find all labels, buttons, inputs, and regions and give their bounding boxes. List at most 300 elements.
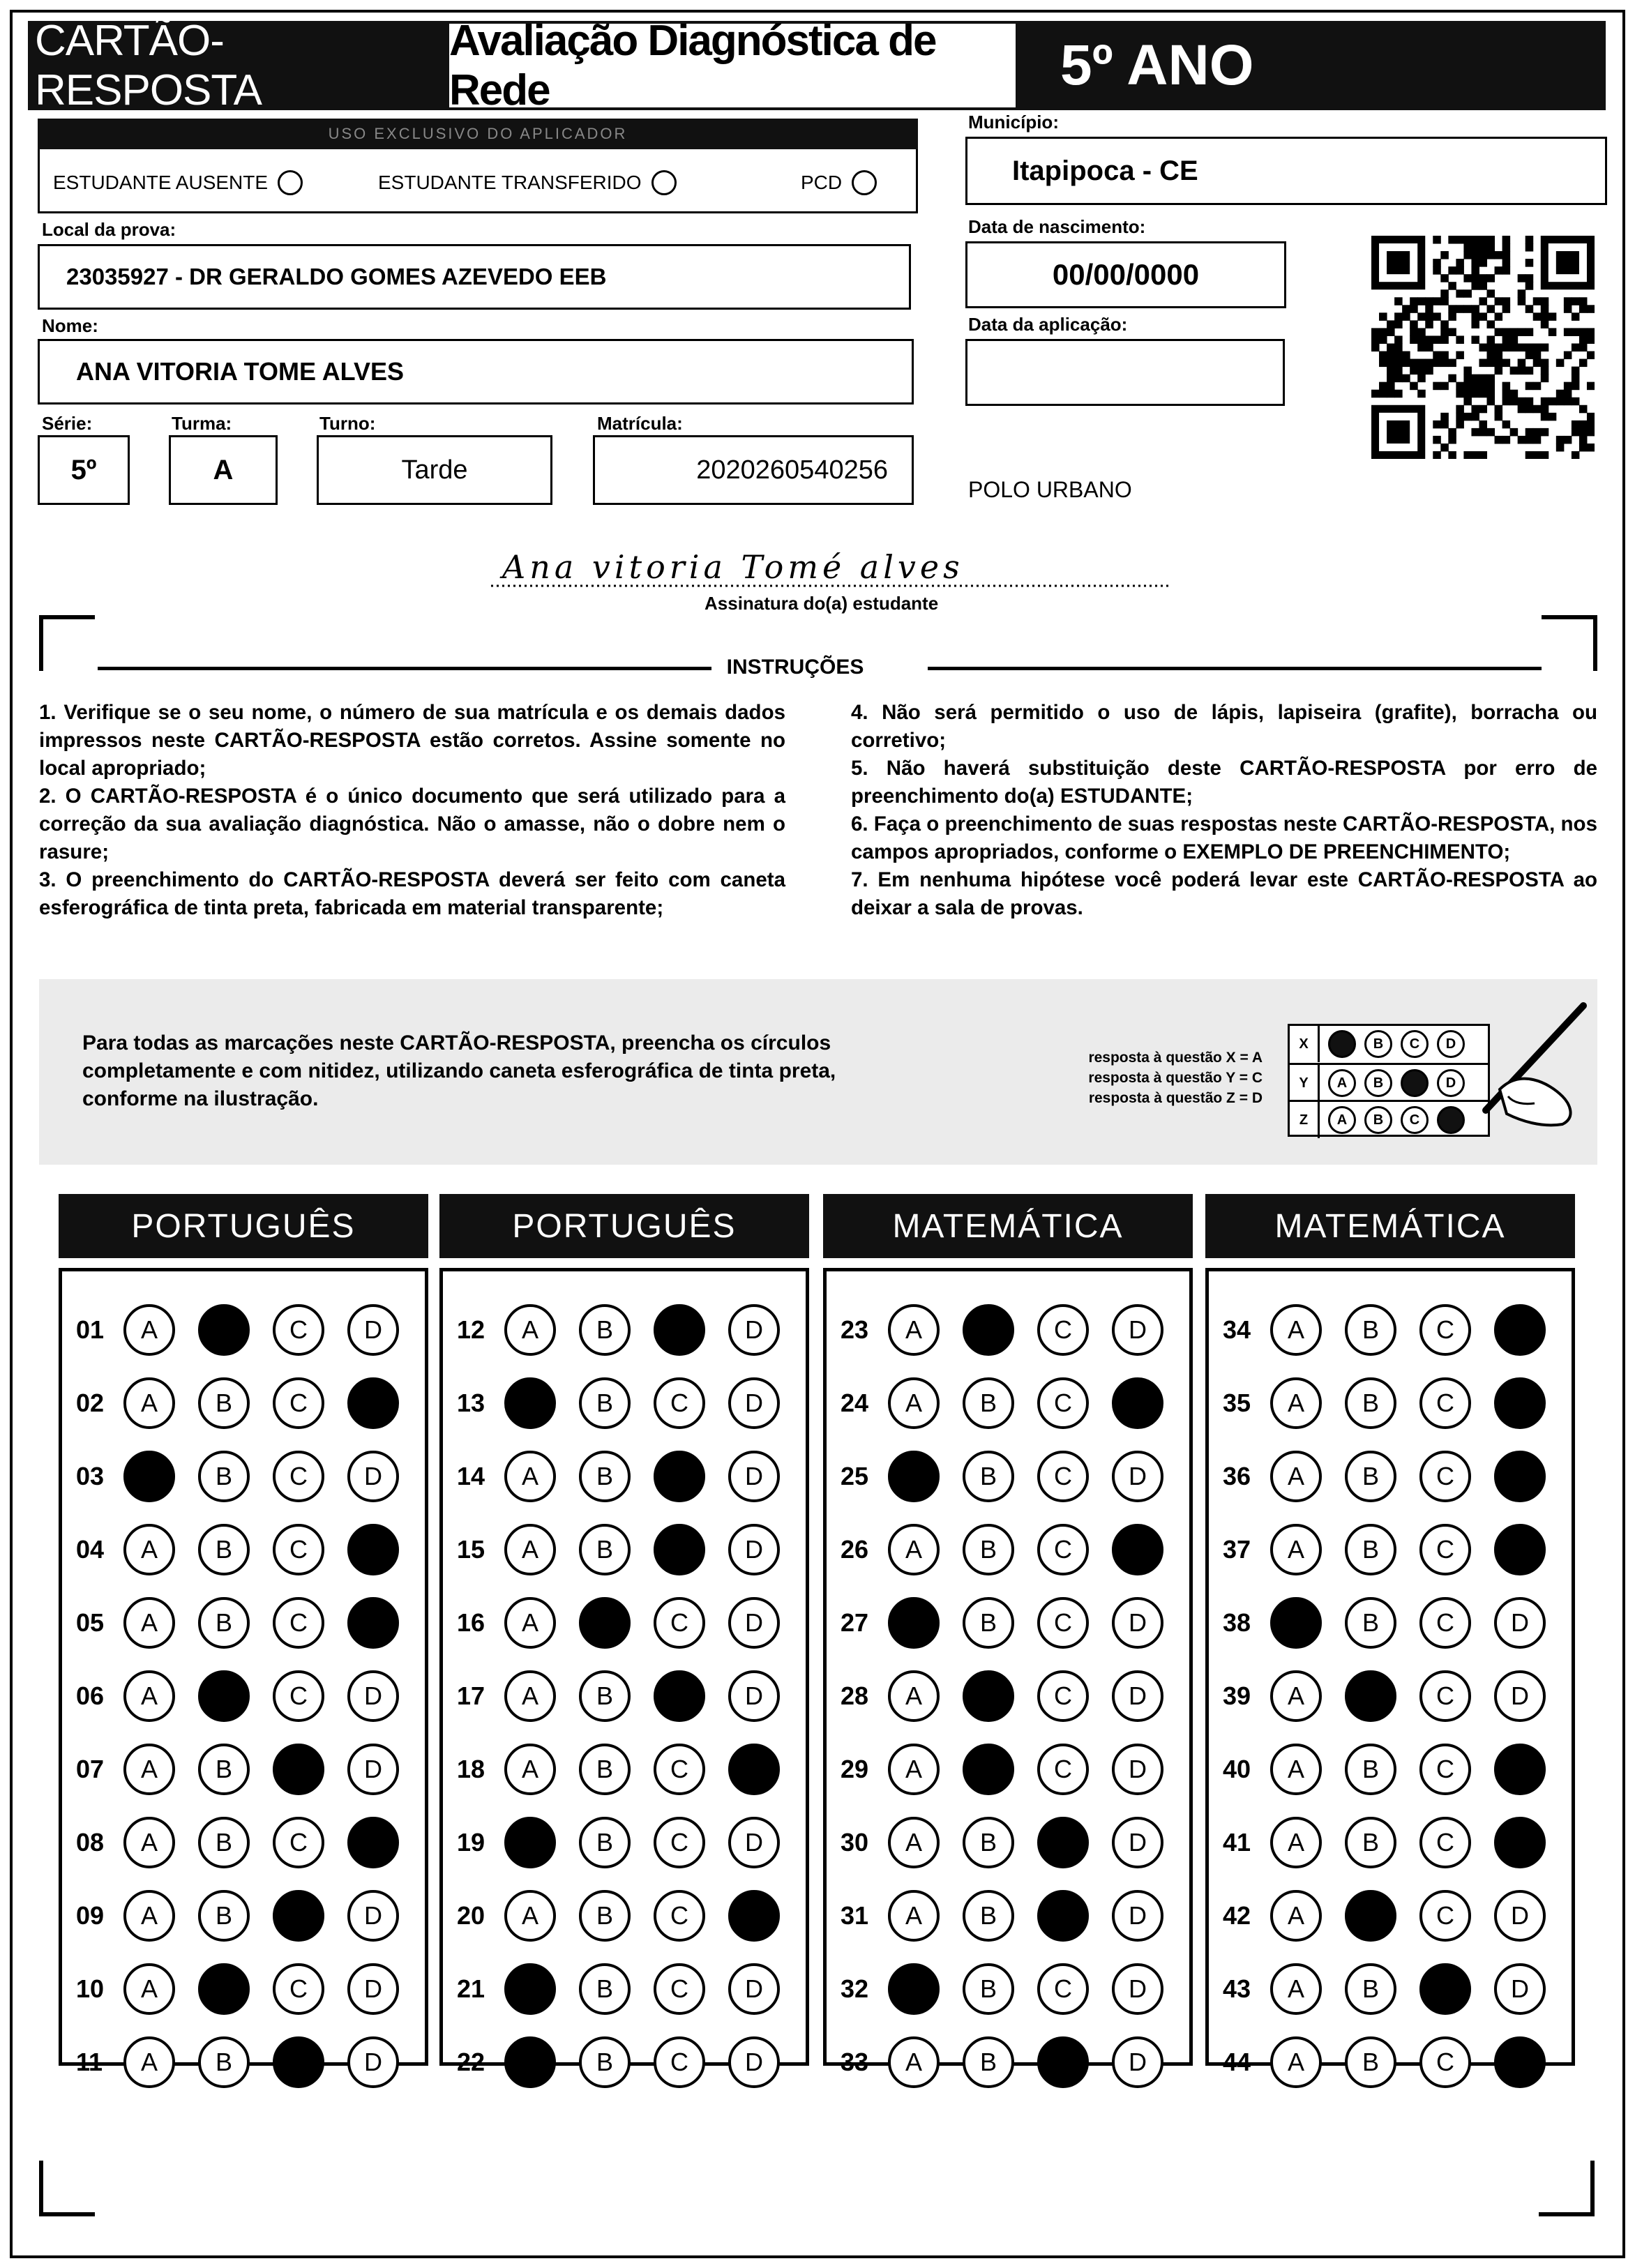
question-row-02 — [76, 1373, 422, 1434]
answer-bubble-23-c[interactable]: C — [1037, 1304, 1089, 1356]
pen-hand-icon — [1458, 999, 1590, 1131]
answer-bubble-37-d[interactable] — [1494, 1524, 1546, 1575]
question-number: 18 — [457, 1755, 485, 1783]
answer-bubble-44-a[interactable]: A — [1270, 2036, 1322, 2088]
answer-bubble-20-c[interactable]: C — [654, 1890, 705, 1942]
answer-bubble-19-d[interactable]: D — [728, 1817, 780, 1868]
example-row-label: Z — [1290, 1102, 1320, 1138]
corner-mark-top-right — [1542, 615, 1597, 671]
question-number: 09 — [76, 1901, 105, 1930]
question-row-43 — [1223, 1958, 1569, 2020]
answer-bubble-13-a[interactable] — [504, 1377, 556, 1429]
example-row-label: Y — [1290, 1065, 1320, 1101]
answer-bubble-18-a[interactable]: A — [504, 1744, 556, 1795]
answer-bubble-24-b[interactable]: B — [963, 1377, 1014, 1429]
question-row-01 — [76, 1299, 422, 1361]
question-row-20 — [457, 1885, 803, 1946]
answer-bubble-08-c[interactable]: C — [273, 1817, 324, 1868]
question-number: 35 — [1223, 1389, 1251, 1417]
question-row-31 — [841, 1885, 1186, 1946]
answer-bubble-22-a[interactable] — [504, 2036, 556, 2088]
answer-bubble-42-a[interactable]: A — [1270, 1890, 1322, 1942]
answer-bubble-43-b[interactable]: B — [1345, 1963, 1396, 2015]
answer-bubble-41-a[interactable]: A — [1270, 1817, 1322, 1868]
answer-bubble-39-d[interactable]: D — [1494, 1670, 1546, 1722]
answer-bubble-20-b[interactable]: B — [579, 1890, 631, 1942]
answer-bubble-28-b[interactable] — [963, 1670, 1014, 1722]
answer-bubble-23-a[interactable]: A — [888, 1304, 940, 1356]
answer-bubble-38-d[interactable]: D — [1494, 1597, 1546, 1649]
answer-bubble-36-a[interactable]: A — [1270, 1451, 1322, 1502]
name-field — [38, 339, 914, 405]
answer-bubble-14-d[interactable]: D — [728, 1451, 780, 1502]
answer-bubble-17-d[interactable]: D — [728, 1670, 780, 1722]
answer-bubble-42-c[interactable]: C — [1419, 1890, 1471, 1942]
answer-bubble-04-a[interactable]: A — [123, 1524, 175, 1575]
question-row-13 — [457, 1373, 803, 1434]
question-row-39 — [1223, 1665, 1569, 1727]
name-label: Nome: — [42, 315, 98, 336]
question-row-17 — [457, 1665, 803, 1727]
question-row-08 — [76, 1812, 422, 1873]
answer-bubble-03-a[interactable] — [123, 1451, 175, 1502]
question-number: 32 — [841, 1974, 869, 2003]
answer-bubble-06-d[interactable]: D — [347, 1670, 399, 1722]
answer-bubble-24-d[interactable] — [1112, 1377, 1163, 1429]
subject-header: MATEMÁTICA — [823, 1194, 1193, 1258]
answer-bubble-29-d[interactable]: D — [1112, 1744, 1163, 1795]
turma-field — [169, 435, 278, 505]
answer-bubble-27-b[interactable]: B — [963, 1597, 1014, 1649]
question-number: 29 — [841, 1755, 869, 1783]
question-number: 13 — [457, 1389, 485, 1417]
answer-bubble-07-b[interactable]: B — [198, 1744, 250, 1795]
answer-bubble-31-d[interactable]: D — [1112, 1890, 1163, 1942]
nascimento-value: 00/00/0000 — [1052, 258, 1200, 291]
answer-bubble-19-a[interactable] — [504, 1817, 556, 1868]
answer-bubble-07-c[interactable] — [273, 1744, 324, 1795]
question-number: 05 — [76, 1608, 105, 1637]
answer-bubble-20-d[interactable] — [728, 1890, 780, 1942]
answer-bubble-32-a[interactable] — [888, 1963, 940, 2015]
answer-bubble-44-c[interactable]: C — [1419, 2036, 1471, 2088]
answer-bubble-01-c[interactable]: C — [273, 1304, 324, 1356]
example-bubble-d: D — [1437, 1030, 1465, 1058]
pcd-option[interactable] — [801, 170, 877, 195]
legend-z: resposta à questão Z = D — [1088, 1090, 1263, 1106]
answer-bubble-11-d[interactable]: D — [347, 2036, 399, 2088]
answer-bubble-35-b[interactable]: B — [1345, 1377, 1396, 1429]
answer-bubble-40-a[interactable]: A — [1270, 1744, 1322, 1795]
answer-bubble-04-d[interactable] — [347, 1524, 399, 1575]
answer-bubble-37-b[interactable]: B — [1345, 1524, 1396, 1575]
answer-bubble-12-a[interactable]: A — [504, 1304, 556, 1356]
answer-bubble-07-d[interactable]: D — [347, 1744, 399, 1795]
answer-bubble-14-a[interactable]: A — [504, 1451, 556, 1502]
answer-bubble-25-a[interactable] — [888, 1451, 940, 1502]
answer-bubble-37-c[interactable]: C — [1419, 1524, 1471, 1575]
transferred-option[interactable] — [378, 170, 677, 195]
question-number: 31 — [841, 1901, 869, 1930]
answer-bubble-43-d[interactable]: D — [1494, 1963, 1546, 2015]
question-number: 12 — [457, 1315, 485, 1344]
answer-bubble-26-a[interactable]: A — [888, 1524, 940, 1575]
answer-bubble-29-c[interactable]: C — [1037, 1744, 1089, 1795]
answer-bubble-39-b[interactable] — [1345, 1670, 1396, 1722]
turno-value: Tarde — [401, 455, 468, 485]
answer-bubble-27-d[interactable]: D — [1112, 1597, 1163, 1649]
answer-bubble-05-b[interactable]: B — [198, 1597, 250, 1649]
answer-bubble-42-d[interactable]: D — [1494, 1890, 1546, 1942]
answer-bubble-01-a[interactable]: A — [123, 1304, 175, 1356]
answer-bubble-05-d[interactable] — [347, 1597, 399, 1649]
answer-bubble-09-d[interactable]: D — [347, 1890, 399, 1942]
example-row-label: X — [1290, 1026, 1320, 1062]
instruction-7: 7. Em nenhuma hipótese você poderá levar este CARTÃO-RESPOSTA ao deixar a sala de provas. — [851, 868, 1597, 919]
answer-bubble-09-b[interactable]: B — [198, 1890, 250, 1942]
pcd-circle[interactable] — [852, 170, 877, 195]
question-row-24 — [841, 1373, 1186, 1434]
answer-bubble-39-a[interactable]: A — [1270, 1670, 1322, 1722]
instructions-left — [39, 699, 785, 922]
corner-mark-bottom-left — [39, 2161, 95, 2216]
aplicacao-label: Data da aplicação: — [968, 314, 1128, 335]
answer-bubble-38-a[interactable] — [1270, 1597, 1322, 1649]
answer-bubble-15-c[interactable] — [654, 1524, 705, 1575]
question-row-14 — [457, 1446, 803, 1507]
turno-field — [317, 435, 552, 505]
instructions-right — [851, 699, 1597, 922]
answer-bubble-11-c[interactable] — [273, 2036, 324, 2088]
answer-bubble-10-c[interactable]: C — [273, 1963, 324, 2015]
answer-bubble-08-d[interactable] — [347, 1817, 399, 1868]
answer-bubble-34-d[interactable] — [1494, 1304, 1546, 1356]
answer-bubble-01-d[interactable]: D — [347, 1304, 399, 1356]
question-row-41 — [1223, 1812, 1569, 1873]
nascimento-label: Data de nascimento: — [968, 216, 1146, 237]
question-row-44 — [1223, 2032, 1569, 2093]
question-number: 26 — [841, 1535, 869, 1564]
answer-bubble-33-d[interactable]: D — [1112, 2036, 1163, 2088]
answer-bubble-42-b[interactable] — [1345, 1890, 1396, 1942]
answer-bubble-02-a[interactable]: A — [123, 1377, 175, 1429]
answer-bubble-29-a[interactable]: A — [888, 1744, 940, 1795]
answer-bubble-32-d[interactable]: D — [1112, 1963, 1163, 2015]
answer-bubble-13-b[interactable]: B — [579, 1377, 631, 1429]
answer-bubble-23-d[interactable]: D — [1112, 1304, 1163, 1356]
absent-circle[interactable] — [278, 170, 303, 195]
question-number: 38 — [1223, 1608, 1251, 1637]
question-row-35 — [1223, 1373, 1569, 1434]
answer-bubble-41-d[interactable] — [1494, 1817, 1546, 1868]
answer-bubble-11-b[interactable]: B — [198, 2036, 250, 2088]
question-row-30 — [841, 1812, 1186, 1873]
absent-option[interactable] — [53, 170, 303, 195]
answer-bubble-31-c[interactable] — [1037, 1890, 1089, 1942]
answer-bubble-37-a[interactable]: A — [1270, 1524, 1322, 1575]
answer-bubble-18-c[interactable]: C — [654, 1744, 705, 1795]
answer-bubble-33-a[interactable]: A — [888, 2036, 940, 2088]
answer-bubble-02-c[interactable]: C — [273, 1377, 324, 1429]
question-number: 15 — [457, 1535, 485, 1564]
answer-bubble-02-d[interactable] — [347, 1377, 399, 1429]
answer-bubble-26-c[interactable]: C — [1037, 1524, 1089, 1575]
answer-bubble-21-b[interactable]: B — [579, 1963, 631, 2015]
question-row-29 — [841, 1739, 1186, 1800]
question-row-21 — [457, 1958, 803, 2020]
question-number: 19 — [457, 1828, 485, 1857]
answer-bubble-17-a[interactable]: A — [504, 1670, 556, 1722]
question-number: 16 — [457, 1608, 485, 1637]
answer-bubble-29-b[interactable] — [963, 1744, 1014, 1795]
card-title: CARTÃO-RESPOSTA — [35, 17, 262, 114]
answer-bubble-08-b[interactable]: B — [198, 1817, 250, 1868]
answer-bubble-14-c[interactable] — [654, 1451, 705, 1502]
answer-bubble-31-b[interactable]: B — [963, 1890, 1014, 1942]
answer-bubble-17-c[interactable] — [654, 1670, 705, 1722]
answer-bubble-10-b[interactable] — [198, 1963, 250, 2015]
instruction-2: 2. O CARTÃO-RESPOSTA é o único documento que será utilizado para a correção da sua avaliação diagnóstica. Não o amasse, não o dobre nem o rasure; — [39, 785, 785, 863]
instruction-4: 4. Não será permitido o uso de lápis, lapiseira (grafite), borracha ou corretivo; — [851, 701, 1597, 752]
example-bubble-b: B — [1364, 1030, 1392, 1058]
question-number: 36 — [1223, 1462, 1251, 1490]
answer-bubble-32-b[interactable]: B — [963, 1963, 1014, 2015]
local-field — [38, 244, 911, 310]
answer-bubble-03-c[interactable]: C — [273, 1451, 324, 1502]
answer-bubble-43-c[interactable] — [1419, 1963, 1471, 2015]
answer-bubble-33-c[interactable] — [1037, 2036, 1089, 2088]
answer-bubble-36-b[interactable]: B — [1345, 1451, 1396, 1502]
example-bubble-c: C — [1401, 1106, 1429, 1134]
answer-bubble-18-d[interactable] — [728, 1744, 780, 1795]
question-number: 08 — [76, 1828, 105, 1857]
answer-bubble-10-a[interactable]: A — [123, 1963, 175, 2015]
answer-bubble-38-b[interactable]: B — [1345, 1597, 1396, 1649]
answer-bubble-22-b[interactable]: B — [579, 2036, 631, 2088]
question-number: 22 — [457, 2048, 485, 2076]
answer-bubble-33-b[interactable]: B — [963, 2036, 1014, 2088]
question-number: 39 — [1223, 1681, 1251, 1710]
answer-bubble-44-d[interactable] — [1494, 2036, 1546, 2088]
matricula-value: 2020260540256 — [696, 455, 888, 485]
answer-bubble-03-d[interactable]: D — [347, 1451, 399, 1502]
answer-bubble-07-a[interactable]: A — [123, 1744, 175, 1795]
question-number: 33 — [841, 2048, 869, 2076]
answer-bubble-06-c[interactable]: C — [273, 1670, 324, 1722]
local-label: Local da prova: — [42, 219, 176, 240]
answer-bubble-28-c[interactable]: C — [1037, 1670, 1089, 1722]
fill-example-text: Para todas as marcações neste CARTÃO-RESPOSTA, preencha os círculos completamente e com nitidez, utilizando caneta esferográfica de tinta preta, conforme na ilustração. — [82, 1031, 836, 1110]
answer-bubble-44-b[interactable]: B — [1345, 2036, 1396, 2088]
answer-column — [1205, 1268, 1575, 2076]
answer-bubble-12-c[interactable] — [654, 1304, 705, 1356]
answer-bubble-09-c[interactable] — [273, 1890, 324, 1942]
example-bubble-b: B — [1364, 1069, 1392, 1097]
answer-bubble-16-c[interactable]: C — [654, 1597, 705, 1649]
answer-bubble-25-b[interactable]: B — [963, 1451, 1014, 1502]
answer-bubble-41-b[interactable]: B — [1345, 1817, 1396, 1868]
question-number: 44 — [1223, 2048, 1251, 2076]
answer-bubble-15-d[interactable]: D — [728, 1524, 780, 1575]
answer-bubble-04-c[interactable]: C — [273, 1524, 324, 1575]
answer-bubble-21-c[interactable]: C — [654, 1963, 705, 2015]
answer-bubble-41-c[interactable]: C — [1419, 1817, 1471, 1868]
answer-bubble-16-d[interactable]: D — [728, 1597, 780, 1649]
answer-bubble-31-a[interactable]: A — [888, 1890, 940, 1942]
answer-bubble-12-b[interactable]: B — [579, 1304, 631, 1356]
answer-bubble-15-b[interactable]: B — [579, 1524, 631, 1575]
answer-bubble-13-c[interactable]: C — [654, 1377, 705, 1429]
answer-bubble-08-a[interactable]: A — [123, 1817, 175, 1868]
signature-caption: Assinatura do(a) estudante — [705, 593, 939, 614]
question-row-18 — [457, 1739, 803, 1800]
corner-mark-bottom-right — [1539, 2161, 1595, 2216]
answer-bubble-19-b[interactable]: B — [579, 1817, 631, 1868]
question-row-40 — [1223, 1739, 1569, 1800]
answer-bubble-05-a[interactable]: A — [123, 1597, 175, 1649]
question-row-33 — [841, 2032, 1186, 2093]
answer-bubble-26-b[interactable]: B — [963, 1524, 1014, 1575]
answer-bubble-10-d[interactable]: D — [347, 1963, 399, 2015]
answer-bubble-40-d[interactable] — [1494, 1744, 1546, 1795]
answer-bubble-30-d[interactable]: D — [1112, 1817, 1163, 1868]
answer-bubble-35-d[interactable] — [1494, 1377, 1546, 1429]
answer-bubble-28-d[interactable]: D — [1112, 1670, 1163, 1722]
answer-bubble-22-c[interactable]: C — [654, 2036, 705, 2088]
question-row-22 — [457, 2032, 803, 2093]
question-number: 01 — [76, 1315, 105, 1344]
question-row-07 — [76, 1739, 422, 1800]
question-row-11 — [76, 2032, 422, 2093]
answer-bubble-09-a[interactable]: A — [123, 1890, 175, 1942]
answer-bubble-27-a[interactable] — [888, 1597, 940, 1649]
turma-value: A — [213, 454, 234, 485]
answer-bubble-26-d[interactable] — [1112, 1524, 1163, 1575]
answer-bubble-22-d[interactable]: D — [728, 2036, 780, 2088]
aplicacao-field — [965, 339, 1285, 406]
instructions-rule-left — [98, 667, 711, 670]
answer-bubble-30-b[interactable]: B — [963, 1817, 1014, 1868]
answer-bubble-01-b[interactable] — [198, 1304, 250, 1356]
instruction-5: 5. Não haverá substituição deste CARTÃO-RESPOSTA por erro de preenchimento do(a) ESTUDANTE; — [851, 757, 1597, 808]
answer-bubble-24-c[interactable]: C — [1037, 1377, 1089, 1429]
answer-bubble-12-d[interactable]: D — [728, 1304, 780, 1356]
answer-column — [59, 1268, 428, 2076]
question-number: 28 — [841, 1681, 869, 1710]
instructions-title: INSTRUÇÕES — [726, 656, 864, 679]
question-number: 10 — [76, 1974, 105, 2003]
answer-bubble-06-a[interactable]: A — [123, 1670, 175, 1722]
answer-bubble-30-c[interactable] — [1037, 1817, 1089, 1868]
answer-bubble-23-b[interactable] — [963, 1304, 1014, 1356]
answer-bubble-02-b[interactable]: B — [198, 1377, 250, 1429]
answer-bubble-40-b[interactable]: B — [1345, 1744, 1396, 1795]
pcd-label: PCD — [801, 172, 843, 193]
question-number: 07 — [76, 1755, 105, 1783]
fill-example-legend — [990, 1048, 1263, 1108]
example-bubble-a: A — [1328, 1106, 1356, 1134]
answer-bubble-24-a[interactable]: A — [888, 1377, 940, 1429]
municipio-field — [965, 137, 1607, 205]
subject-header: PORTUGUÊS — [59, 1194, 428, 1258]
question-row-26 — [841, 1519, 1186, 1580]
answer-bubble-03-b[interactable]: B — [198, 1451, 250, 1502]
question-row-25 — [841, 1446, 1186, 1507]
answer-bubble-06-b[interactable] — [198, 1670, 250, 1722]
answer-bubble-34-b[interactable]: B — [1345, 1304, 1396, 1356]
question-number: 06 — [76, 1681, 105, 1710]
answer-bubble-18-b[interactable]: B — [579, 1744, 631, 1795]
answer-bubble-25-c[interactable]: C — [1037, 1451, 1089, 1502]
answer-bubble-27-c[interactable]: C — [1037, 1597, 1089, 1649]
question-row-28 — [841, 1665, 1186, 1727]
transferred-circle[interactable] — [651, 170, 677, 195]
matricula-label: Matrícula: — [597, 413, 683, 434]
answer-bubble-11-a[interactable]: A — [123, 2036, 175, 2088]
name-value: ANA VITORIA TOME ALVES — [76, 357, 405, 386]
answer-bubble-30-a[interactable]: A — [888, 1817, 940, 1868]
answer-bubble-20-a[interactable]: A — [504, 1890, 556, 1942]
question-number: 14 — [457, 1462, 485, 1490]
question-row-05 — [76, 1592, 422, 1654]
answer-bubble-21-a[interactable] — [504, 1963, 556, 2015]
answer-bubble-32-c[interactable]: C — [1037, 1963, 1089, 2015]
instruction-3: 3. O preenchimento do CARTÃO-RESPOSTA deverá ser feito com caneta esferográfica de tinta preta, fabricada em material transparente; — [39, 868, 785, 919]
question-number: 21 — [457, 1974, 485, 2003]
question-row-19 — [457, 1812, 803, 1873]
applicator-bar: USO EXCLUSIVO DO APLICADOR — [38, 119, 918, 149]
example-bubble-b: B — [1364, 1106, 1392, 1134]
answer-bubble-36-d[interactable] — [1494, 1451, 1546, 1502]
answer-bubble-35-a[interactable]: A — [1270, 1377, 1322, 1429]
question-number: 37 — [1223, 1535, 1251, 1564]
answer-bubble-34-c[interactable]: C — [1419, 1304, 1471, 1356]
answer-bubble-39-c[interactable]: C — [1419, 1670, 1471, 1722]
answer-bubble-19-c[interactable]: C — [654, 1817, 705, 1868]
answer-bubble-21-d[interactable]: D — [728, 1963, 780, 2015]
answer-bubble-36-c[interactable]: C — [1419, 1451, 1471, 1502]
answer-bubble-16-b[interactable] — [579, 1597, 631, 1649]
example-bubble-a — [1328, 1030, 1356, 1058]
question-number: 41 — [1223, 1828, 1251, 1857]
grade-label: 5º ANO — [1060, 33, 1254, 97]
question-number: 02 — [76, 1389, 105, 1417]
answer-bubble-14-b[interactable]: B — [579, 1451, 631, 1502]
answer-bubble-28-a[interactable]: A — [888, 1670, 940, 1722]
answer-bubble-16-a[interactable]: A — [504, 1597, 556, 1649]
instruction-6: 6. Faça o preenchimento de suas respostas neste CARTÃO-RESPOSTA, nos campos apropriados, conforme o EXEMPLO DE PREENCHIMENTO; — [851, 812, 1597, 863]
answer-bubble-40-c[interactable]: C — [1419, 1744, 1471, 1795]
question-row-03 — [76, 1446, 422, 1507]
answer-bubble-25-d[interactable]: D — [1112, 1451, 1163, 1502]
municipio-label: Município: — [968, 112, 1059, 133]
question-number: 20 — [457, 1901, 485, 1930]
answer-bubble-35-c[interactable]: C — [1419, 1377, 1471, 1429]
question-row-16 — [457, 1592, 803, 1654]
answer-bubble-13-d[interactable]: D — [728, 1377, 780, 1429]
answer-column — [439, 1268, 809, 2076]
answer-bubble-43-a[interactable]: A — [1270, 1963, 1322, 2015]
answer-bubble-34-a[interactable]: A — [1270, 1304, 1322, 1356]
answer-bubble-05-c[interactable]: C — [273, 1597, 324, 1649]
municipio-value: Itapipoca - CE — [1012, 155, 1198, 186]
answer-bubble-38-c[interactable]: C — [1419, 1597, 1471, 1649]
answer-bubble-17-b[interactable]: B — [579, 1670, 631, 1722]
answer-bubble-04-b[interactable]: B — [198, 1524, 250, 1575]
question-number: 24 — [841, 1389, 869, 1417]
example-bubble-c: C — [1401, 1030, 1429, 1058]
answer-bubble-15-a[interactable]: A — [504, 1524, 556, 1575]
